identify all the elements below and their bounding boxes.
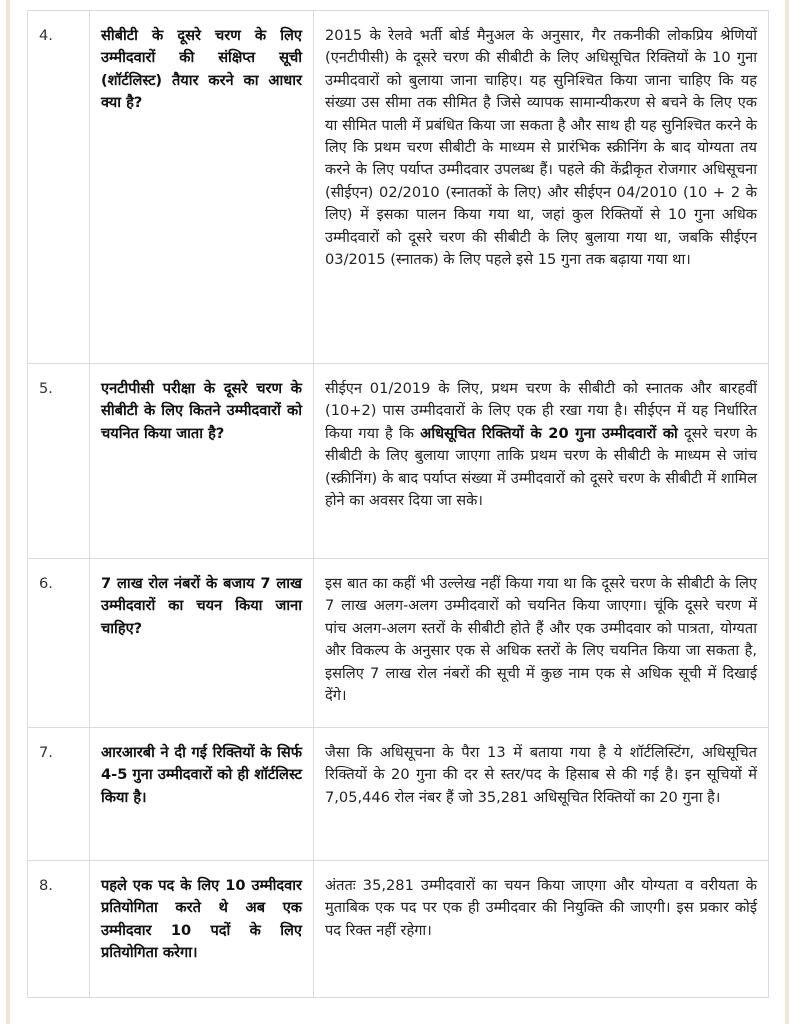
answer-text: सीईएन 01/2019 के लिए, प्रथम चरण के सीबीटी को स्नातक और बारहवीं (10+2) पास उम्मीदवारों के लिए एक ही रखा गया है। सीईएन में यह निर्धारित किया गया है कि xyxy=(325,380,758,442)
question-cell: सीबीटी के दूसरे चरण के लिए उम्मीदवारों की संक्षिप्त सूची (शॉर्टलिस्ट) तैयार करने का आधार क्या है? xyxy=(90,11,314,364)
answer-cell: 2015 के रेलवे भर्ती बोर्ड मैनुअल के अनुसार, गैर तकनीकी लोकप्रिय श्रेणियों (एनटीपीसी) के दूसरे चरण की सीबीटी के लिए अधिसूचित रिक्तियों के 10 गुना उम्मीदवारों को बुलाया जाना चाहिए। यह सुनिश्चित किया जाना चाहिए कि यह संख्या उस सीमा तक सीमित है जिसे व्यापक सामान्यीकरण से बचने के लिए एक या सीमित पाली में प्रबंधित किया जा सकता है और साथ ही यह सुनिश्चित करने के लिए कि प्रथम चरण सीबीटी के माध्यम से प्रारंभिक स्क्रीनिंग के बाद योग्यता तय करने के लिए पर्याप्त उम्मीदवार उपलब्ध हैं। पहले की केंद्रीकृत रोजगार अधिसूचना (सीईएन) 02/2010 (स्नातकों के लिए) और सीईएन 04/2010 (10 + 2 के लिए) में इसका पालन किया गया था, जहां कुल रिक्तियों से 10 गुना अधिक उम्मीदवारों को दूसरे चरण की सीबीटी के लिए बुलाया गया था, जबकि सीईएन 03/2015 (स्नातक) के लिए पहले इसे 15 गुना तक बढ़ाया गया था। xyxy=(314,11,769,364)
answer-cell: जैसा कि अधिसूचना के पैरा 13 में बताया गया है ये शॉर्टलिस्टिंग, अधिसूचित रिक्तियों के 20 गुना की दर से स्तर/पद के हिसाब से की गई है। इन सूचियों में 7,05,446 रोल नंबर हैं जो 35,281 अधिसूचित रिक्तियों का 20 गुना है। xyxy=(314,728,769,861)
answer-emphasis: अधिसूचित रिक्तियों के 20 गुना उम्मीदवारों को xyxy=(420,424,678,442)
question-cell: 7 लाख रोल नंबरों के बजाय 7 लाख उम्मीदवारों का चयन किया जाना चाहिए? xyxy=(90,559,314,728)
row-number: 8. xyxy=(28,861,90,998)
answer-cell: इस बात का कहीं भी उल्लेख नहीं किया गया था कि दूसरे चरण के सीबीटी के लिए 7 लाख अलग-अलग उम्मीदवारों को चयनित किया जाएगा। चूंकि दूसरे चरण में पांच अलग-अलग स्तरों के सीबीटी होते हैं और एक उम्मीदवार को पात्रता, योग्यता और विकल्प के अनुसार एक से अधिक स्तरों के लिए चयनित किया जा सकता है, इसलिए 7 लाख रोल नंबरों की सूची में कुछ नाम एक से अधिक सूची में दिखाई देंगे। xyxy=(314,559,769,728)
table-row xyxy=(28,11,769,364)
row-number: 6. xyxy=(28,559,90,728)
question-cell: आरआरबी ने दी गई रिक्तियों के सिर्फ 4-5 गुना उम्मीदवारों को ही शॉर्टलिस्ट किया है। xyxy=(90,728,314,861)
answer-text: दूसरे चरण के सीबीटी के लिए बुलाया जाएगा ताकि प्रथम चरण के सीबीटी के माध्यम से जांच (स्क्रीनिंग) के बाद पर्याप्त संख्या में उम्मीदवारों को दूसरे चरण के सीबीटी में शामिल होने का अवसर दिया जा सके। xyxy=(325,424,757,510)
question-cell: पहले एक पद के लिए 10 उम्मीदवार प्रतियोगिता करते थे अब एक उम्मीदवार 10 पदों के लिए प्रतियोगिता करेगा। xyxy=(90,861,314,998)
answer-cell: अंततः 35,281 उम्मीदवारों का चयन किया जाएगा और योग्यता व वरीयता के मुताबिक एक पद पर एक ही उम्मीदवार की नियुक्ति की जाएगी। इस प्रकार कोई पद रिक्त नहीं रहेगा। xyxy=(314,861,769,998)
page-edge-left xyxy=(6,0,10,1024)
question-cell: एनटीपीसी परीक्षा के दूसरे चरण के सीबीटी के लिए कितने उम्मीदवारों को चयनित किया जाता है? xyxy=(90,364,314,559)
table-row xyxy=(28,559,769,728)
faq-table xyxy=(27,10,769,998)
answer-cell xyxy=(314,364,769,559)
row-number: 4. xyxy=(28,11,90,364)
table-row xyxy=(28,364,769,559)
page-edge-right xyxy=(785,0,789,1024)
table-row xyxy=(28,861,769,998)
row-number: 5. xyxy=(28,364,90,559)
table-row xyxy=(28,728,769,861)
row-number: 7. xyxy=(28,728,90,861)
